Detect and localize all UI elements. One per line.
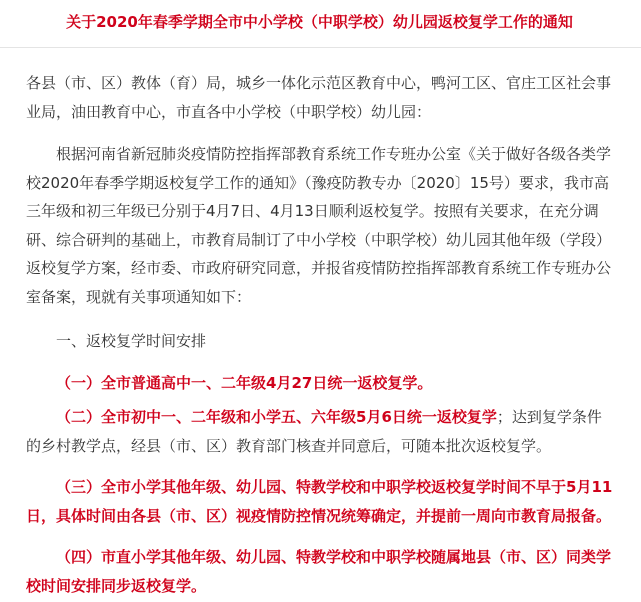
schedule-item-2-detail: ；达到复学条件的乡村教学点，经县（市、区）教育部门核查并同意后，可随本批次返校复学。 [26, 408, 602, 455]
section-heading-schedule: 一、返校复学时间安排 [56, 332, 207, 350]
title-divider [0, 47, 641, 48]
salutation-paragraph: 各县（市、区）教体（育）局，城乡一体化示范区教育中心，鸭河工区、官庄工区社会事业局，油田教育中心，市直各中小学校（中职学校）幼儿园： [26, 74, 612, 121]
schedule-item-1: （一）全市普通高中一、二年级4月27日统一返校复学。 [56, 374, 433, 392]
schedule-item-2-highlight: （二）全市初中一、二年级和小学五、六年级5月6日统一返校复学 [56, 408, 497, 426]
schedule-item-4: （四）市直小学其他年级、幼儿园、特教学校和中职学校随属地县（市、区）同类学校时间安排同步返校复学。 [26, 548, 612, 595]
schedule-item-3: （三）全市小学其他年级、幼儿园、特教学校和中职学校返校复学时间不早于5月11日，具体时间由各县（市、区）视疫情防控情况统筹确定，并提前一周向市教育局报备。 [26, 478, 613, 525]
intro-paragraph: 根据河南省新冠肺炎疫情防控指挥部教育系统工作专班办公室《关于做好各级各类学校2020年春季学期返校复学工作的通知》（豫疫防教专办〔2020〕15号）要求，我市高三年级和初三年级已分别于4月7日、4月13日顺利返校复学。按照有关要求，在充分调研、综合研判的基础上，市教育局制订了中小学校（中职学校）幼儿园其他年级（学段）返校复学方案，经市委、市政府研究同意，并报省疫情防控指挥部教育系统工作专班办公室备案，现就有关事项通知如下： [26, 145, 612, 306]
notice-title: 关于2020年春季学期全市中小学校（中职学校）幼儿园返校复学工作的通知 [66, 13, 573, 31]
schedule-item-2 [26, 403, 613, 460]
